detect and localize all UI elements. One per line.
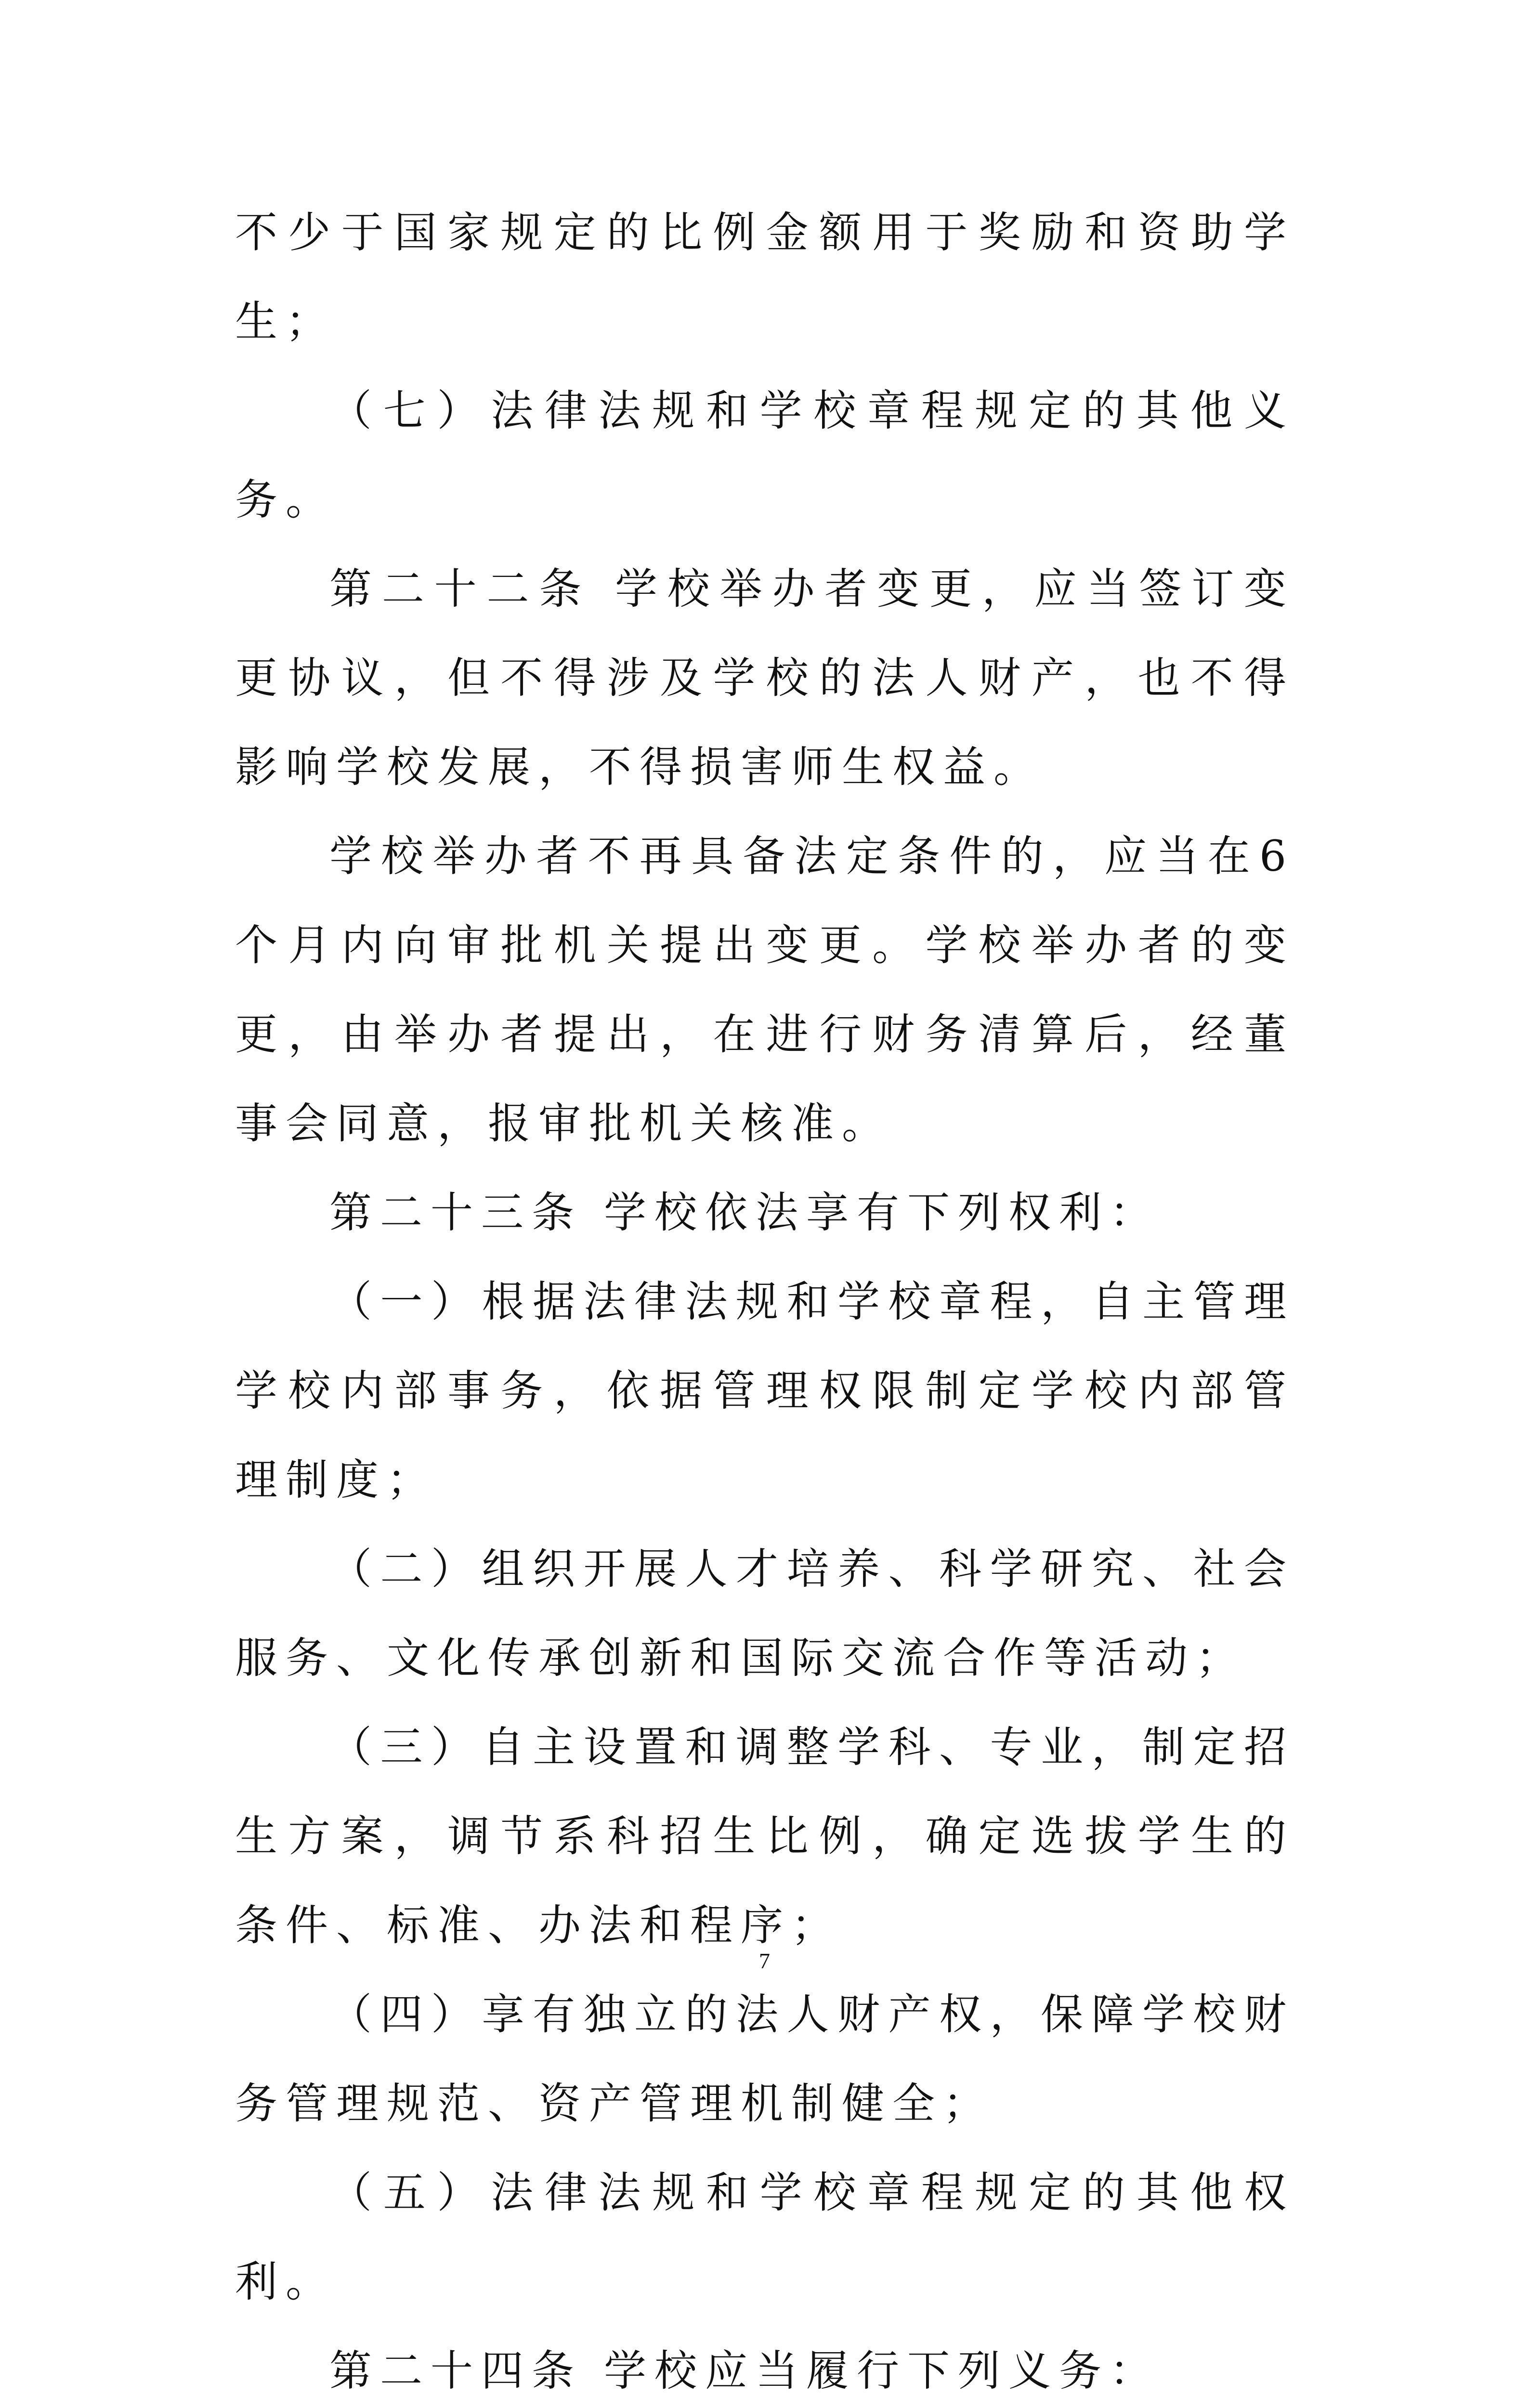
- paragraph: （二）组织开展人才培养、科学研究、社会服务、文化传承创新和国际交流合作等活动；: [235, 1544, 1294, 1683]
- page-number: 7: [759, 1949, 770, 1973]
- paragraph: 第二十二条 学校举办者变更，应当签订变更协议，但不得涉及学校的法人财产，也不得影响学校发展，不得损害师生权益。: [235, 564, 1294, 792]
- paragraph: （五）法律法规和学校章程规定的其他权利。: [235, 2168, 1294, 2306]
- paragraph: 学校举办者不再具备法定条件的，应当在6个月内向审批机关提出变更。学校举办者的变更，由举办者提出，在进行财务清算后，经董事会同意，报审批机关核准。: [235, 831, 1294, 1148]
- document-body: [235, 188, 1294, 2408]
- paragraph: （三）自主设置和调整学科、专业，制定招生方案，调节系科招生比例，确定选拔学生的条件、标准、办法和程序；: [235, 1722, 1294, 1950]
- paragraph: （七）法律法规和学校章程规定的其他义务。: [235, 386, 1294, 524]
- paragraph: 第二十四条 学校应当履行下列义务：: [329, 2346, 1160, 2395]
- paragraph: （四）享有独立的法人财产权，保障学校财务管理规范、资产管理机制健全；: [235, 1989, 1294, 2128]
- paragraph: （一）根据法律法规和学校章程，自主管理学校内部事务，依据管理权限制定学校内部管理制度；: [235, 1277, 1294, 1505]
- paragraph: 不少于国家规定的比例金额用于奖励和资助学生；: [235, 208, 1294, 346]
- paragraph: 第二十三条 学校依法享有下列权利：: [329, 1188, 1160, 1237]
